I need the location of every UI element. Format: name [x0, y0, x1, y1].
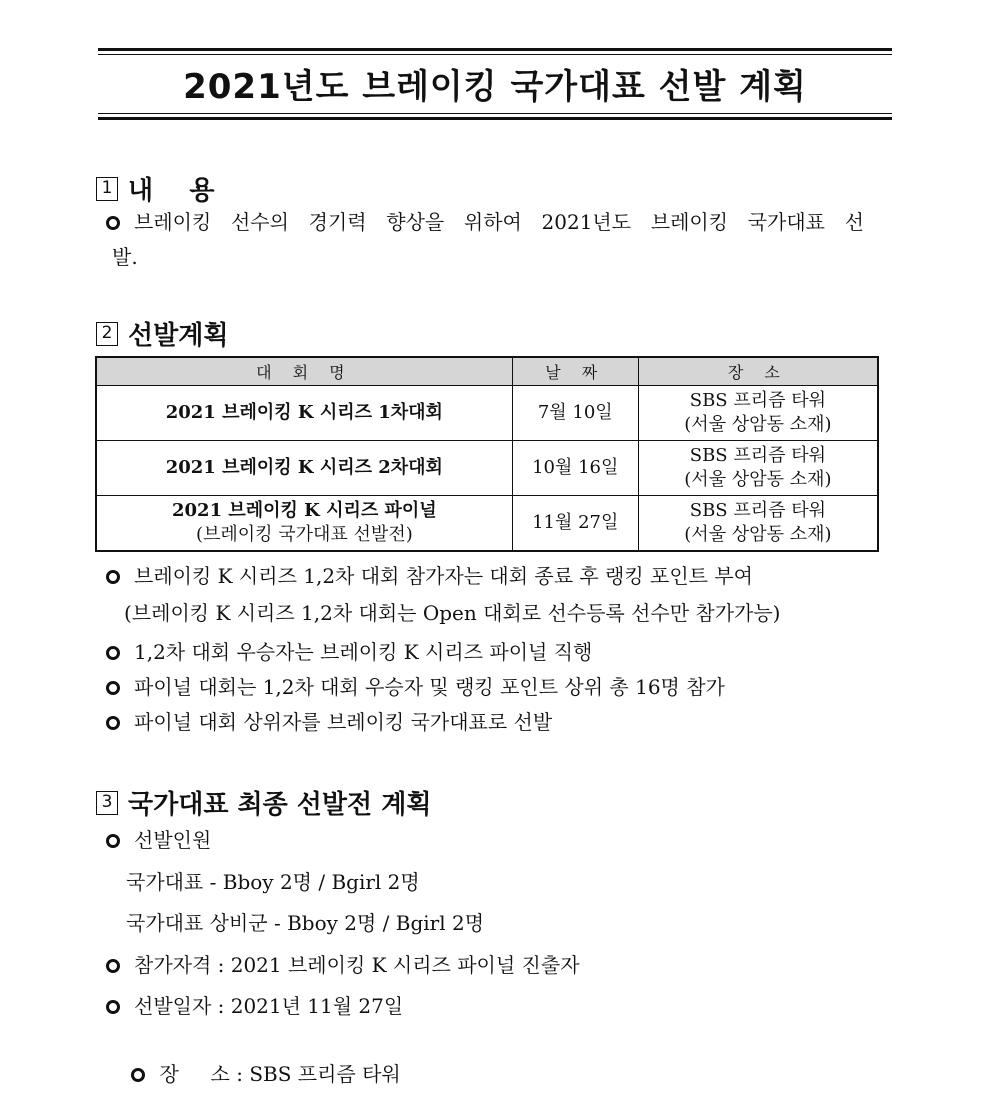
text-line: (브레이킹 K 시리즈 1,2차 대회는 Open 대회로 선수등록 선수만 참가가능) [124, 601, 781, 625]
bullet-line: 브레이킹 선수의 경기력 향상을 위하여 2021년도 브레이킹 국가대표 선 [106, 209, 864, 235]
circle-bullet-icon [106, 716, 120, 730]
text-line: 국가대표 상비군 - Bboy 2명 / Bgirl 2명 [126, 911, 485, 935]
circle-bullet-icon [106, 1000, 120, 1014]
bullet-line: 파이널 대회 상위자를 브레이킹 국가대표로 선발 [106, 709, 552, 735]
circle-bullet-icon [106, 570, 120, 584]
circle-bullet-icon [131, 1068, 145, 1082]
circle-bullet-icon [106, 646, 120, 660]
header-place: 장 소 [638, 357, 878, 386]
section-number: 2 [96, 322, 118, 346]
section-number: 3 [96, 791, 118, 815]
table-header-row [96, 357, 878, 386]
section-title: 내 용 [128, 176, 215, 206]
table-row [96, 386, 878, 441]
circle-bullet-icon [106, 834, 120, 848]
table-row [96, 496, 878, 552]
section-2-heading [96, 315, 228, 352]
section-number: 1 [96, 177, 118, 201]
section-title: 선발계획 [128, 321, 229, 351]
title-top-rule [98, 48, 892, 51]
title-top-rule-thin [98, 54, 892, 55]
bullet-line: 장 소 : SBS 프리즘 타워 [106, 1035, 401, 1113]
circle-bullet-icon [106, 681, 120, 695]
date-cell: 11월 27일 [512, 496, 638, 552]
title-bottom-rule-thin [98, 113, 892, 114]
title-bottom-rule [98, 117, 892, 120]
date-cell: 10월 16일 [512, 441, 638, 496]
section-3-heading [96, 784, 431, 821]
event-cell: 2021 브레이킹 K 시리즈 2차대회 [96, 441, 512, 496]
text-line: 발. [112, 245, 138, 269]
bullet-line: 1,2차 대회 우승자는 브레이킹 K 시리즈 파이널 직행 [106, 639, 592, 665]
circle-bullet-icon [106, 216, 120, 230]
section-1-heading [96, 170, 214, 207]
section-title: 국가대표 최종 선발전 계획 [128, 790, 432, 820]
place-cell: SBS 프리즘 타워 (서울 상암동 소재) [638, 386, 878, 441]
text-line: 국가대표 - Bboy 2명 / Bgirl 2명 [126, 870, 420, 894]
circle-bullet-icon [106, 959, 120, 973]
bullet-line: 파이널 대회는 1,2차 대회 우승자 및 랭킹 포인트 상위 총 16명 참가 [106, 674, 725, 700]
table-row [96, 441, 878, 496]
bullet-line: 참가자격 : 2021 브레이킹 K 시리즈 파이널 진출자 [106, 952, 580, 978]
place-cell: SBS 프리즘 타워 (서울 상암동 소재) [638, 496, 878, 552]
date-cell: 7월 10일 [512, 386, 638, 441]
header-date: 날 짜 [512, 357, 638, 386]
bullet-line: 선발인원 [106, 827, 211, 853]
event-cell: 2021 브레이킹 K 시리즈 파이널 (브레이킹 국가대표 선발전) [96, 496, 512, 552]
bullet-line: 브레이킹 K 시리즈 1,2차 대회 참가자는 대회 종료 후 랭킹 포인트 부여 [106, 563, 753, 589]
header-event: 대 회 명 [96, 357, 512, 386]
place-cell: SBS 프리즘 타워 (서울 상암동 소재) [638, 441, 878, 496]
event-cell: 2021 브레이킹 K 시리즈 1차대회 [96, 386, 512, 441]
bullet-line: 선발일자 : 2021년 11월 27일 [106, 993, 403, 1019]
selection-schedule-table [95, 356, 879, 552]
document-title: 2021년도 브레이킹 국가대표 선발 계획 [183, 66, 807, 107]
